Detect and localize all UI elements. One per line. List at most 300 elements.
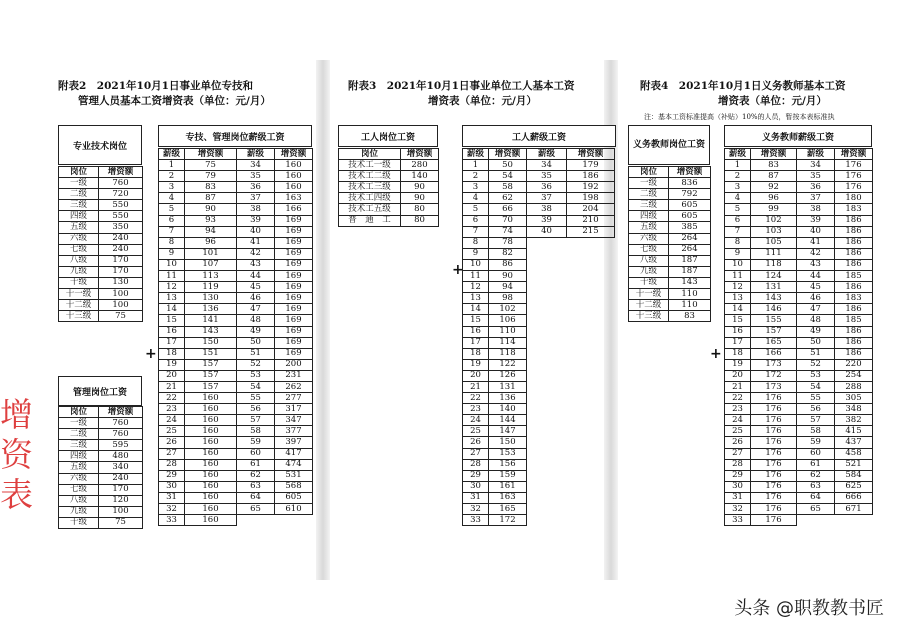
table-row	[463, 348, 527, 359]
plus-sign: +	[710, 346, 722, 362]
row-amount-cell: 96	[751, 193, 797, 204]
table-row	[59, 178, 143, 189]
row-amount-cell: 118	[751, 259, 797, 270]
row-amount-cell: 160	[185, 492, 237, 503]
row-label-cell: 64	[237, 492, 275, 503]
row-label-cell: 五级	[629, 222, 669, 233]
row-amount-cell: 87	[185, 193, 237, 204]
row-amount-cell: 90	[185, 204, 237, 215]
row-amount-cell: 254	[835, 370, 873, 381]
row-label-cell: 1	[463, 160, 489, 171]
table-row	[159, 237, 237, 248]
row-label-cell: 7	[159, 226, 185, 237]
row-amount-cell: 169	[275, 348, 313, 359]
row-amount-cell: 105	[751, 237, 797, 248]
row-label-cell: 32	[159, 504, 185, 515]
row-amount-cell: 169	[275, 315, 313, 326]
table-row	[59, 429, 143, 440]
row-amount-cell: 140	[489, 404, 527, 415]
table-row	[59, 495, 143, 506]
row-amount-cell: 550	[99, 211, 143, 222]
row-label-cell: 3	[725, 182, 751, 193]
row-amount-cell: 172	[489, 515, 527, 526]
row-label-cell: 27	[463, 448, 489, 459]
row-amount-cell: 198	[567, 193, 615, 204]
table-row	[797, 182, 873, 193]
row-label-cell: 34	[797, 160, 835, 171]
row-label-cell: 32	[725, 504, 751, 515]
table-row	[237, 248, 313, 259]
table-row	[159, 415, 237, 426]
row-label-cell: 16	[463, 326, 489, 337]
table-row	[725, 171, 797, 182]
row-label-cell: 2	[463, 171, 489, 182]
row-amount-cell: 157	[185, 359, 237, 370]
table-row	[463, 381, 527, 392]
row-label-cell: 45	[797, 282, 835, 293]
row-label-cell: 26	[159, 437, 185, 448]
appendix2-title-line1: 附表2 2021年10月1日事业单位专技和	[58, 80, 253, 92]
table-row	[159, 437, 237, 448]
row-label-cell: 54	[797, 381, 835, 392]
row-label-cell: 技术工五级	[339, 204, 401, 215]
table-row	[237, 182, 313, 193]
row-label-cell: 16	[725, 326, 751, 337]
row-amount-cell: 160	[185, 515, 237, 526]
table-row	[237, 259, 313, 270]
row-amount-cell: 143	[669, 277, 711, 288]
row-label-cell: 31	[159, 492, 185, 503]
appendix4-grade-header: 义务教师薪级工资	[724, 125, 872, 147]
row-amount-cell: 183	[835, 293, 873, 304]
row-label-cell: 2	[159, 171, 185, 182]
row-label-cell: 43	[237, 259, 275, 270]
table-row	[463, 237, 527, 248]
row-label-cell: 35	[237, 171, 275, 182]
row-amount-cell: 87	[751, 171, 797, 182]
appendix4-title	[640, 79, 845, 109]
table-row	[527, 215, 615, 226]
row-label-cell: 59	[797, 437, 835, 448]
row-label-cell: 5	[463, 204, 489, 215]
row-amount-cell: 187	[669, 266, 711, 277]
table-row	[463, 293, 527, 304]
row-label-cell: 十一级	[629, 289, 669, 300]
table-row	[59, 418, 143, 429]
appendix2-grade-header: 专技、管理岗位薪级工资	[158, 125, 312, 147]
row-amount-cell: 186	[835, 248, 873, 259]
row-amount-cell: 176	[751, 504, 797, 515]
table-row	[237, 492, 313, 503]
row-label-cell: 23	[159, 404, 185, 415]
row-label-cell: 44	[237, 271, 275, 282]
col-amount: 增资额	[489, 149, 527, 160]
table-row	[59, 189, 143, 200]
table-row	[237, 204, 313, 215]
row-label-cell: 39	[527, 215, 567, 226]
row-label-cell: 21	[159, 381, 185, 392]
table-row	[159, 193, 237, 204]
table-row	[59, 289, 143, 300]
row-label-cell: 30	[725, 481, 751, 492]
row-amount-cell: 110	[489, 326, 527, 337]
row-label-cell: 23	[725, 404, 751, 415]
row-label-cell: 10	[725, 259, 751, 270]
worker-post-header: 工人岗位工资	[338, 125, 438, 147]
row-amount-cell: 185	[835, 315, 873, 326]
row-label-cell: 28	[159, 459, 185, 470]
row-amount-cell: 155	[751, 315, 797, 326]
plus-sign: +	[145, 346, 157, 362]
row-label-cell: 42	[237, 248, 275, 259]
table-row	[629, 311, 711, 322]
row-label-cell: 9	[159, 248, 185, 259]
row-amount-cell: 169	[275, 337, 313, 348]
row-label-cell: 3	[159, 182, 185, 193]
appendix4-note: 注：基本工资标准提高（补贴）10%的人员，暂按本表标准执	[644, 113, 835, 121]
row-amount-cell: 166	[751, 348, 797, 359]
row-label-cell: 21	[463, 381, 489, 392]
col-amount: 增资额	[185, 149, 237, 160]
row-amount-cell: 169	[275, 259, 313, 270]
row-label-cell: 62	[797, 470, 835, 481]
table-row	[59, 211, 143, 222]
table-row	[339, 182, 439, 193]
col-amount: 增资额	[401, 149, 439, 160]
row-label-cell: 25	[725, 426, 751, 437]
table-row	[463, 282, 527, 293]
row-label-cell: 45	[237, 282, 275, 293]
row-amount-cell: 94	[489, 282, 527, 293]
row-label-cell: 38	[527, 204, 567, 215]
row-label-cell: 24	[725, 415, 751, 426]
row-label-cell: 29	[159, 470, 185, 481]
row-amount-cell: 122	[489, 359, 527, 370]
row-amount-cell: 75	[99, 517, 143, 528]
row-amount-cell: 176	[751, 492, 797, 503]
table-row	[159, 370, 237, 381]
row-label-cell: 40	[527, 226, 567, 237]
row-amount-cell: 146	[751, 304, 797, 315]
table-row	[725, 237, 797, 248]
row-amount-cell: 317	[275, 404, 313, 415]
row-amount-cell: 186	[835, 226, 873, 237]
appendix3-grade-table-left	[462, 148, 527, 526]
col-grade: 薪级	[725, 149, 751, 160]
row-amount-cell: 204	[567, 204, 615, 215]
table-row	[59, 311, 143, 322]
row-amount-cell: 119	[185, 282, 237, 293]
row-amount-cell: 118	[489, 348, 527, 359]
row-label-cell: 27	[725, 448, 751, 459]
row-label-cell: 18	[463, 348, 489, 359]
table-row	[725, 404, 797, 415]
row-amount-cell: 66	[489, 204, 527, 215]
table-row	[725, 282, 797, 293]
appendix3-title-line1: 附表3 2021年10月1日事业单位工人基本工资	[348, 80, 575, 92]
row-amount-cell: 625	[835, 481, 873, 492]
table-row	[159, 315, 237, 326]
table-row	[463, 337, 527, 348]
table-row	[463, 160, 527, 171]
table-row	[159, 359, 237, 370]
row-label-cell: 4	[725, 193, 751, 204]
table-row	[463, 426, 527, 437]
row-amount-cell: 98	[489, 293, 527, 304]
row-amount-cell: 93	[185, 215, 237, 226]
row-amount-cell: 836	[669, 178, 711, 189]
row-amount-cell: 113	[185, 271, 237, 282]
row-label-cell: 52	[797, 359, 835, 370]
table-row	[59, 484, 143, 495]
row-amount-cell: 141	[185, 315, 237, 326]
mgmt-post-header: 管理岗位工资	[58, 376, 142, 406]
appendix4-title-line2: 增资表（单位：元/月）	[718, 95, 827, 107]
teacher-post-header: 义务教师岗位工资	[628, 125, 710, 165]
row-label-cell: 16	[159, 326, 185, 337]
appendix2-title-line2: 管理人员基本工资增资表（单位：元/月）	[78, 95, 271, 107]
row-label-cell: 30	[159, 481, 185, 492]
row-amount-cell: 100	[99, 506, 143, 517]
row-amount-cell: 305	[835, 393, 873, 404]
row-amount-cell: 264	[669, 244, 711, 255]
table-row	[725, 293, 797, 304]
row-label-cell: 38	[237, 204, 275, 215]
col-amount: 增资额	[669, 167, 711, 178]
row-label-cell: 技术工二级	[339, 171, 401, 182]
table-row	[463, 304, 527, 315]
row-label-cell: 43	[797, 259, 835, 270]
table-row	[463, 315, 527, 326]
table-row	[797, 370, 873, 381]
table-row	[797, 492, 873, 503]
row-label-cell: 12	[725, 282, 751, 293]
row-amount-cell: 280	[401, 160, 439, 171]
appendix4-grade-table-right	[796, 148, 873, 515]
row-label-cell: 10	[159, 259, 185, 270]
appendix2-grade-table-left	[158, 148, 237, 526]
row-label-cell: 一级	[59, 418, 99, 429]
table-row	[797, 304, 873, 315]
table-row	[797, 193, 873, 204]
row-label-cell: 十一级	[59, 289, 99, 300]
row-amount-cell: 83	[751, 160, 797, 171]
row-amount-cell: 114	[489, 337, 527, 348]
table-row	[725, 204, 797, 215]
row-label-cell: 技术工三级	[339, 182, 401, 193]
table-row	[725, 271, 797, 282]
row-label-cell: 41	[237, 237, 275, 248]
row-amount-cell: 720	[99, 189, 143, 200]
row-label-cell: 6	[463, 215, 489, 226]
row-label-cell: 38	[797, 204, 835, 215]
table-row	[159, 504, 237, 515]
row-amount-cell: 605	[669, 211, 711, 222]
table-row	[527, 193, 615, 204]
row-amount-cell: 169	[275, 226, 313, 237]
row-label-cell: 6	[159, 215, 185, 226]
table-row	[463, 215, 527, 226]
col-post: 岗位	[59, 407, 99, 418]
table-row	[159, 171, 237, 182]
table-row	[237, 193, 313, 204]
row-label-cell: 57	[797, 415, 835, 426]
row-label-cell: 8	[463, 237, 489, 248]
row-label-cell: 14	[159, 304, 185, 315]
table-row	[725, 226, 797, 237]
row-amount-cell: 165	[489, 504, 527, 515]
row-label-cell: 六级	[59, 233, 99, 244]
row-label-cell: 十三级	[59, 311, 99, 322]
table-row	[339, 204, 439, 215]
table-row	[237, 304, 313, 315]
table-row	[159, 470, 237, 481]
row-label-cell: 56	[237, 404, 275, 415]
table-row	[629, 233, 711, 244]
row-label-cell: 30	[463, 481, 489, 492]
row-label-cell: 普 通 工	[339, 215, 401, 226]
table-row	[725, 359, 797, 370]
row-amount-cell: 159	[489, 470, 527, 481]
row-amount-cell: 382	[835, 415, 873, 426]
row-amount-cell: 568	[275, 481, 313, 492]
row-label-cell: 47	[797, 304, 835, 315]
row-label-cell: 6	[725, 215, 751, 226]
worker-post-table	[338, 148, 439, 227]
table-row	[797, 171, 873, 182]
row-amount-cell: 671	[835, 504, 873, 515]
row-amount-cell: 153	[489, 448, 527, 459]
row-amount-cell: 176	[751, 515, 797, 526]
watermark-text: 头条 @职教教书匠	[734, 598, 884, 619]
table-row	[725, 470, 797, 481]
row-label-cell: 5	[725, 204, 751, 215]
row-label-cell: 33	[159, 515, 185, 526]
row-label-cell: 41	[797, 237, 835, 248]
row-label-cell: 36	[237, 182, 275, 193]
table-row	[527, 160, 615, 171]
row-amount-cell: 186	[835, 326, 873, 337]
col-grade: 薪级	[463, 149, 489, 160]
table-row	[237, 348, 313, 359]
row-label-cell: 47	[237, 304, 275, 315]
row-label-cell: 35	[527, 171, 567, 182]
table-row	[159, 492, 237, 503]
table-row	[59, 222, 143, 233]
row-label-cell: 28	[725, 459, 751, 470]
row-label-cell: 十二级	[629, 300, 669, 311]
row-label-cell: 44	[797, 271, 835, 282]
row-label-cell: 31	[463, 492, 489, 503]
row-amount-cell: 397	[275, 437, 313, 448]
row-label-cell: 17	[725, 337, 751, 348]
table-row	[463, 271, 527, 282]
table-row	[797, 326, 873, 337]
row-amount-cell: 521	[835, 459, 873, 470]
row-label-cell: 49	[237, 326, 275, 337]
row-amount-cell: 173	[751, 381, 797, 392]
tech-post-table	[58, 166, 143, 322]
row-amount-cell: 111	[751, 248, 797, 259]
row-label-cell: 35	[797, 171, 835, 182]
table-row	[527, 182, 615, 193]
table-row	[237, 426, 313, 437]
row-label-cell: 40	[237, 226, 275, 237]
row-amount-cell: 169	[275, 271, 313, 282]
row-label-cell: 8	[159, 237, 185, 248]
table-row	[237, 226, 313, 237]
table-row	[59, 462, 143, 473]
row-amount-cell: 100	[99, 300, 143, 311]
table-row	[725, 259, 797, 270]
table-row	[629, 189, 711, 200]
teacher-post-table	[628, 166, 711, 322]
table-row	[159, 215, 237, 226]
row-amount-cell: 180	[835, 193, 873, 204]
row-amount-cell: 144	[489, 415, 527, 426]
table-row	[797, 393, 873, 404]
table-row	[463, 504, 527, 515]
row-amount-cell: 80	[401, 215, 439, 226]
col-amount: 增资额	[751, 149, 797, 160]
row-label-cell: 六级	[629, 233, 669, 244]
row-amount-cell: 176	[751, 481, 797, 492]
table-row	[159, 293, 237, 304]
table-row	[237, 282, 313, 293]
appendix4-title-line1: 附表4 2021年10月1日义务教师基本工资	[640, 80, 846, 92]
row-amount-cell: 131	[489, 381, 527, 392]
row-label-cell: 四级	[59, 451, 99, 462]
row-amount-cell: 176	[751, 437, 797, 448]
row-amount-cell: 215	[567, 226, 615, 237]
table-row	[59, 255, 143, 266]
table-row	[159, 271, 237, 282]
col-post: 岗位	[59, 167, 99, 178]
col-amount: 增资额	[275, 149, 313, 160]
table-row	[797, 226, 873, 237]
row-amount-cell: 480	[99, 451, 143, 462]
row-label-cell: 56	[797, 404, 835, 415]
row-label-cell: 46	[237, 293, 275, 304]
row-label-cell: 12	[463, 282, 489, 293]
row-amount-cell: 160	[275, 160, 313, 171]
table-row	[159, 182, 237, 193]
row-label-cell: 13	[159, 293, 185, 304]
table-row	[159, 404, 237, 415]
row-amount-cell: 186	[835, 337, 873, 348]
col-grade: 薪级	[237, 149, 275, 160]
row-amount-cell: 160	[185, 415, 237, 426]
row-amount-cell: 140	[401, 171, 439, 182]
row-label-cell: 22	[725, 393, 751, 404]
row-amount-cell: 185	[835, 271, 873, 282]
row-amount-cell: 458	[835, 448, 873, 459]
row-amount-cell: 169	[275, 282, 313, 293]
row-label-cell: 23	[463, 404, 489, 415]
table-row	[797, 426, 873, 437]
row-amount-cell: 186	[835, 282, 873, 293]
table-row	[159, 481, 237, 492]
table-row	[797, 348, 873, 359]
row-label-cell: 一级	[629, 178, 669, 189]
row-amount-cell: 165	[751, 337, 797, 348]
row-amount-cell: 170	[99, 255, 143, 266]
row-label-cell: 五级	[59, 462, 99, 473]
row-label-cell: 20	[463, 370, 489, 381]
table-row	[797, 381, 873, 392]
row-label-cell: 65	[797, 504, 835, 515]
row-amount-cell: 78	[489, 237, 527, 248]
